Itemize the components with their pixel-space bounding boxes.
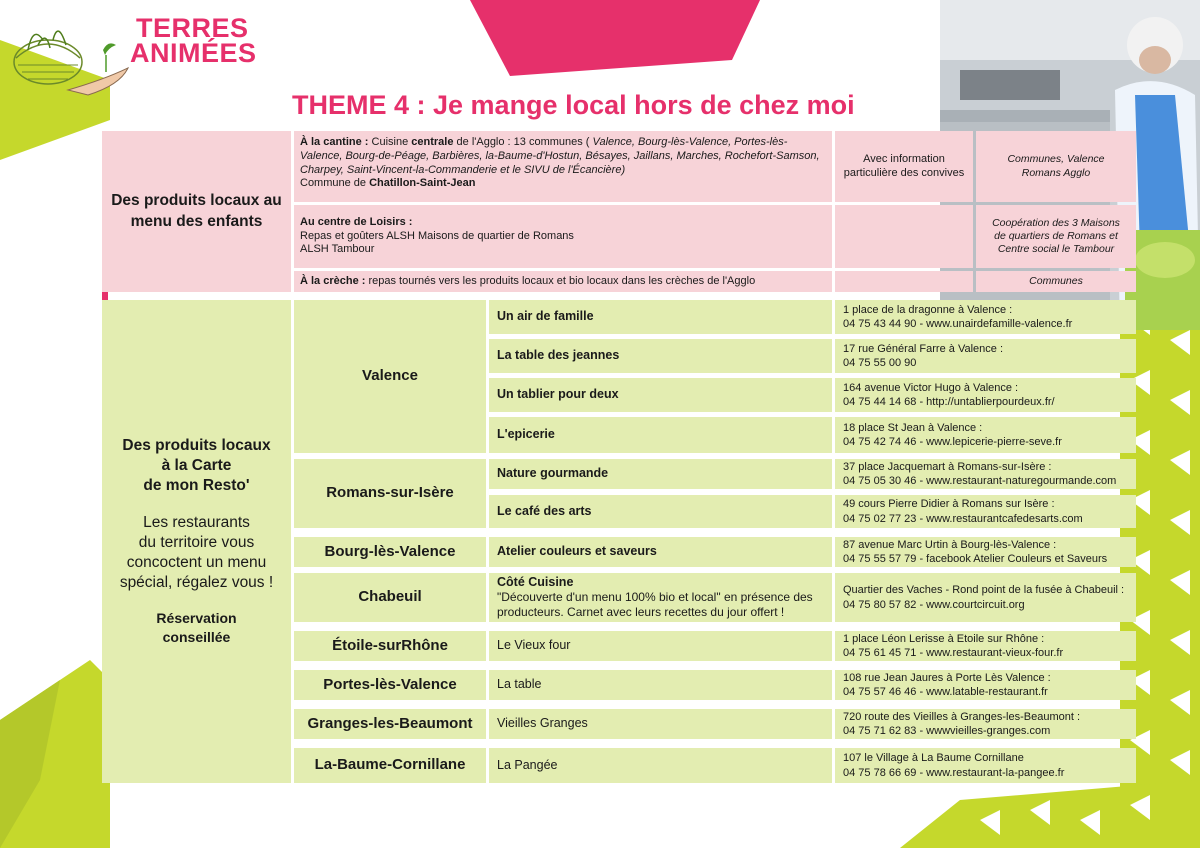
address-line: 49 cours Pierre Didier à Romans sur Isère :	[843, 498, 1055, 511]
restaurant-name-text: La table des jeannes	[497, 348, 620, 363]
creche-partner: Communes	[1029, 274, 1083, 287]
contact-line: 04 75 55 00 90	[843, 357, 917, 369]
loisirs-cell	[294, 205, 832, 268]
creche-prefix: À la crèche :	[300, 274, 366, 287]
resto-label-line-2: à la Carte	[161, 457, 232, 475]
restaurant-name-text: Nature gourmande	[497, 466, 609, 481]
address-line: 17 rue Général Farre à Valence :	[843, 342, 1003, 355]
resto-desc-4: spécial, régalez vous !	[119, 573, 274, 591]
address-line: Quartier des Vaches - Rond point de la fusée à Chabeuil :	[843, 584, 1125, 597]
restaurant-name	[489, 670, 832, 700]
cantine-partner-cell	[976, 131, 1136, 202]
section-label-children	[102, 131, 291, 292]
loisirs-line-b: ALSH Tambour	[300, 243, 375, 256]
restaurant-name	[489, 459, 832, 489]
restaurant-name-text: Le café des arts	[497, 503, 592, 518]
restaurant-name-text: L'epicerie	[497, 427, 555, 442]
commune-name: Chatillon-Saint-Jean	[369, 177, 476, 190]
city-romans	[294, 459, 486, 528]
contact-line: 04 75 05 30 46 - www.restaurant-naturegourmande.com	[843, 475, 1117, 487]
restaurant-address	[835, 537, 1136, 567]
section-label-resto	[102, 300, 291, 783]
city-name: Chabeuil	[358, 588, 422, 606]
restaurant-address	[835, 631, 1136, 661]
geometric-pattern-bottom	[900, 780, 1200, 848]
contact-line: 04 75 55 57 79 - facebook Atelier Couleurs et Saveurs	[843, 553, 1108, 565]
contact-line: 04 75 71 62 83 - wwwvieilles-granges.com	[843, 725, 1051, 737]
loisirs-partner: Coopération des 3 Maisons de quartiers de Romans et Centre social le Tambour	[992, 216, 1120, 256]
city-name: La-Baume-Cornillane	[314, 756, 466, 774]
cantine-text: Cuisine	[368, 136, 412, 148]
city-name: Étoile-surRhône	[332, 636, 448, 654]
reservation-line-1: Réservation	[156, 610, 237, 627]
restaurant-name-text: Côté Cuisine	[497, 574, 574, 589]
address-line: 107 le Village à La Baume Cornillane	[843, 752, 1024, 765]
address-line: 37 place Jacquemart à Romans-sur-Isère :	[843, 460, 1052, 473]
logo-text-line-2: ANIMÉES	[130, 38, 257, 68]
restaurant-name	[489, 339, 832, 373]
restaurant-name-text: Le Vieux four	[497, 638, 571, 653]
reservation-line-2: conseillée	[162, 628, 231, 645]
restaurant-address	[835, 339, 1136, 373]
cantine-communes: Valence, Bourg-lès-Valence, Portes-lès-Valence, Bourg-de-Péage, Barbières, la-Baume-d'Hostun, Bésayes, Jaillans, Marches, Rochefort-Samson, Charpey, Saint-Vincent-la-Commanderie et le SIVU de l'Écancière)	[300, 136, 820, 176]
resto-label-line-1: Des produits locaux	[122, 437, 271, 455]
contact-line: 04 75 02 77 23 - www.restaurantcafedesarts.com	[843, 512, 1083, 525]
cantine-info-cell	[835, 131, 973, 202]
restaurant-address	[835, 417, 1136, 453]
restaurant-name	[489, 495, 832, 528]
address-line: 18 place St Jean à Valence :	[843, 421, 983, 434]
loisirs-info-cell	[835, 205, 973, 268]
resto-label-line-3: de mon Resto'	[143, 477, 250, 495]
resto-desc-3: concoctent un menu	[126, 553, 267, 571]
restaurant-address	[835, 573, 1136, 622]
restaurant-name-text: Atelier couleurs et saveurs	[497, 544, 657, 559]
creche-text: repas tournés vers les produits locaux et bio locaux dans les crèches de l'Agglo	[365, 274, 756, 287]
restaurant-address	[835, 378, 1136, 412]
restaurant-name-text: Un tablier pour deux	[497, 387, 619, 402]
address-line: 108 rue Jean Jaures à Porte Lès Valence :	[843, 671, 1051, 684]
restaurant-name-text: Un air de famille	[497, 309, 594, 324]
resto-desc-2: du territoire vous	[138, 533, 255, 551]
restaurant-name	[489, 300, 832, 334]
city-name: Granges-les-Beaumont	[307, 714, 473, 732]
section-label-text: Des produits locaux au menu des enfants	[111, 192, 282, 230]
loisirs-partner-cell	[976, 205, 1136, 268]
logo	[8, 10, 258, 100]
city-name: Bourg-lès-Valence	[324, 542, 456, 560]
address-line: 1 place de la dragonne à Valence :	[843, 303, 1013, 316]
restaurant-name	[489, 378, 832, 412]
contact-line: 04 75 42 74 46 - www.lepicerie-pierre-seve.fr	[843, 436, 1062, 448]
restaurant-name	[489, 709, 832, 739]
restaurant-name	[489, 573, 832, 622]
contact-line: 04 75 78 66 69 - www.restaurant-la-pangee.fr	[843, 766, 1065, 779]
pink-decoration-shape	[470, 0, 760, 76]
contact-line: 04 75 57 46 46 - www.latable-restaurant.fr	[843, 686, 1048, 698]
page-title: THEME 4 : Je mange local hors de chez moi	[292, 90, 855, 120]
commune-prefix: Commune de	[300, 177, 370, 190]
restaurant-address	[835, 670, 1136, 700]
creche-cell	[294, 271, 832, 292]
cantine-info: Avec information particulière des convives	[843, 152, 965, 179]
resto-desc-1: Les restaurants	[143, 513, 250, 531]
cantine-prefix: À la cantine :	[300, 136, 369, 148]
restaurant-note: "Découverte d'un menu 100% bio et local" en présence des producteurs. Carnet avec leurs recettes du jour offert !	[497, 590, 813, 620]
city-name: Romans-sur-Isère	[326, 484, 454, 502]
restaurant-name-text: Vieilles Granges	[497, 716, 588, 731]
restaurant-name	[489, 417, 832, 453]
restaurant-address	[835, 709, 1136, 739]
cantine-partner: Communes, Valence Romans Agglo	[1007, 153, 1105, 179]
contact-line: 04 75 43 44 90 - www.unairdefamille-valence.fr	[843, 318, 1073, 330]
logo-text-line-1: TERRES	[136, 13, 249, 43]
restaurant-name-text: La table	[497, 677, 542, 692]
side-label: SUR LA SEMAINE	[69, 351, 91, 529]
restaurant-address	[835, 459, 1136, 489]
city-granges	[294, 709, 486, 739]
contact-line: 04 75 44 14 68 - http://untablierpourdeux.fr/	[843, 396, 1055, 408]
address-line: 164 avenue Victor Hugo à Valence :	[843, 381, 1019, 394]
cantine-text-2: de l'Agglo : 13 communes (	[453, 136, 593, 148]
city-bourg-les-valence	[294, 537, 486, 567]
creche-info-cell	[835, 271, 973, 292]
restaurant-name	[489, 537, 832, 567]
restaurant-name	[489, 631, 832, 661]
cantine-cell	[294, 131, 832, 202]
restaurant-address	[835, 748, 1136, 783]
city-portes-les-valence	[294, 670, 486, 700]
address-line: 87 avenue Marc Urtin à Bourg-lès-Valence :	[843, 538, 1057, 551]
creche-partner-cell	[976, 271, 1136, 292]
city-chabeuil	[294, 573, 486, 622]
restaurant-address	[835, 495, 1136, 528]
city-valence	[294, 300, 486, 453]
address-line: 720 route des Vieilles à Granges-les-Beaumont :	[843, 710, 1081, 723]
restaurant-name-text: La Pangée	[497, 757, 558, 772]
basket-hand-icon	[8, 10, 133, 100]
city-name: Portes-lès-Valence	[323, 675, 457, 693]
restaurant-address	[835, 300, 1136, 334]
city-la-baume	[294, 748, 486, 783]
loisirs-prefix: Au centre de Loisirs :	[300, 215, 413, 228]
address-line: 1 place Léon Lerisse à Etoile sur Rhône :	[843, 632, 1045, 645]
restaurant-name	[489, 748, 832, 783]
city-etoile	[294, 631, 486, 661]
contact-line: 04 75 61 45 71 - www.restaurant-vieux-four.fr	[843, 647, 1064, 659]
cantine-bold: centrale	[411, 136, 454, 148]
city-name: Valence	[362, 367, 418, 385]
loisirs-line-a: Repas et goûters ALSH Maisons de quartier de Romans	[300, 229, 574, 242]
contact-line: 04 75 80 57 82 - www.courtcircuit.org	[843, 598, 1025, 611]
green-decoration-shape-bottom	[0, 660, 110, 848]
